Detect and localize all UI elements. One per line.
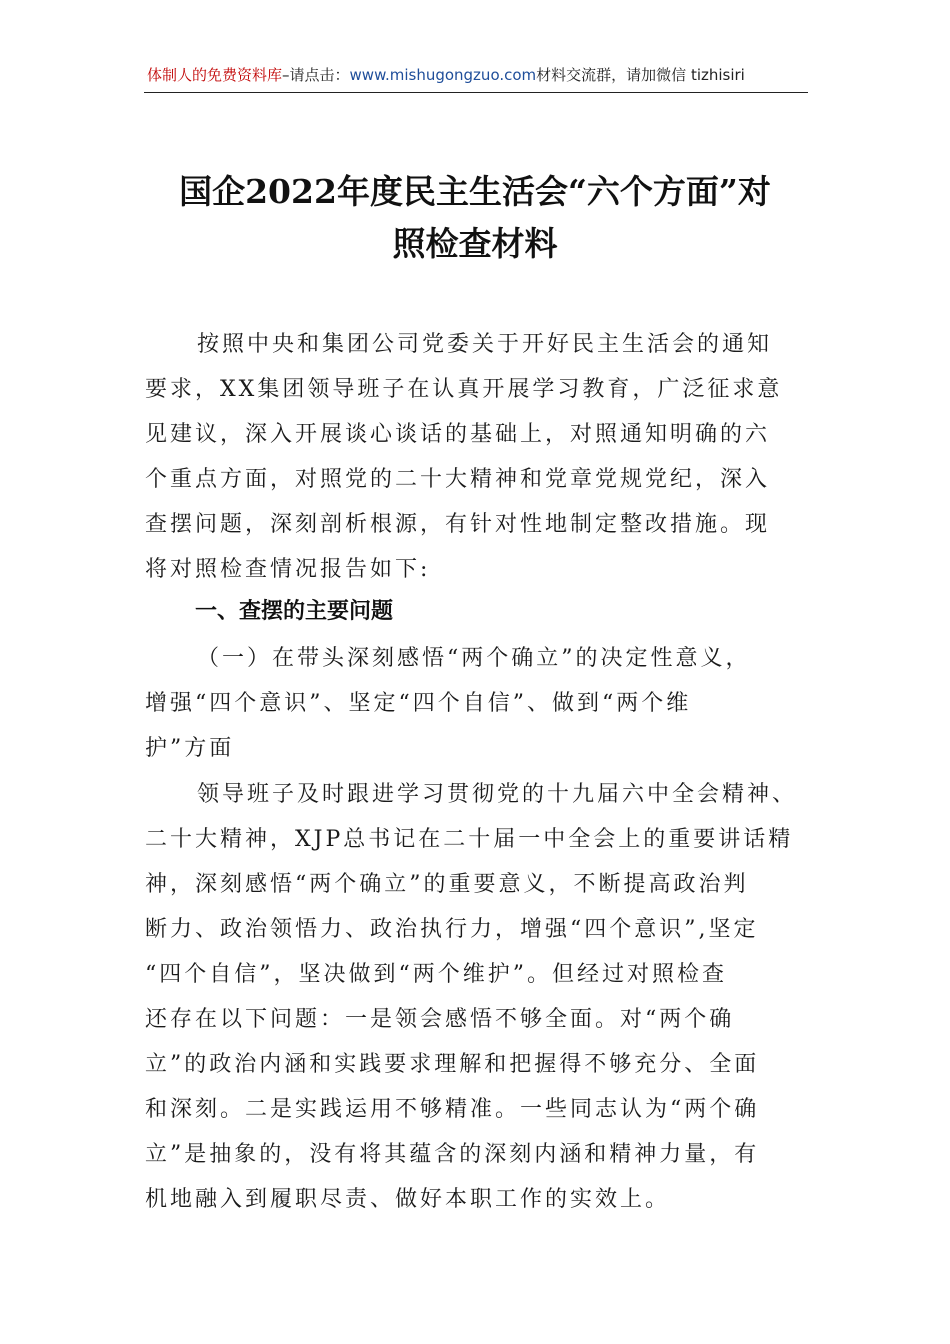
body-line: 神，深刻感悟“两个确立”的重要意义，不断提高政治判 [145,872,749,897]
header-url-link[interactable]: www.mishugongzuo.com [349,66,537,84]
body-line: 二十大精神，XJP总书记在二十届一中全会上的重要讲话精 [145,827,794,852]
body-line: 领导班子及时跟进学习贯彻党的十九届六中全会精神、 [197,782,798,807]
body-line: 断力、政治领悟力、政治执行力，增强“四个意识”,坚定 [145,917,759,942]
body-line: 还存在以下问题：一是领会感悟不够全面。对“两个确 [145,1007,735,1032]
header-prompt: –请点击： [282,66,350,84]
body-line: 和深刻。二是实践运用不够精准。一些同志认为“两个确 [145,1097,760,1122]
section-heading: 一、查摆的主要问题 [195,599,394,624]
subsection-line: 护”方面 [145,736,235,761]
body-line: 机地融入到履职尽责、做好本职工作的实效上。 [145,1187,671,1212]
subsection-line: （一）在带头深刻感悟“两个确立”的决定性意义， [197,646,751,671]
header-tail: 材料交流群，请加微信 tizhisiri [536,66,745,84]
subsection-line: 增强“四个意识”、坚定“四个自信”、做到“两个维 [145,691,692,716]
document-title-line-1: 国企2022年度民主生活会“六个方面”对 [179,172,771,211]
intro-line: 查摆问题，深刻剖析根源，有针对性地制定整改措施。现 [145,512,771,537]
intro-line: 将对照检查情况报告如下: [145,557,431,582]
site-header [147,64,805,86]
intro-line: 按照中央和集团公司党委关于开好民主生活会的通知 [197,332,773,357]
header-divider [144,92,808,93]
intro-line: 个重点方面，对照党的二十大精神和党章党规党纪，深入 [145,467,771,492]
intro-line: 要求，XX集团领导班子在认真开展学习教育，广泛征求意 [145,377,783,402]
document-title-line-2: 照检查材料 [392,224,558,263]
body-line: 立”的政治内涵和实践要求理解和把握得不够充分、全面 [145,1052,760,1077]
body-line: 立”是抽象的，没有将其蕴含的深刻内涵和精神力量，有 [145,1142,760,1167]
intro-line: 见建议，深入开展谈心谈话的基础上，对照通知明确的六 [145,422,771,447]
body-line: “四个自信”，坚决做到“两个维护”。但经过对照检查 [145,962,727,987]
header-brand: 体制人的免费资料库 [147,66,283,84]
